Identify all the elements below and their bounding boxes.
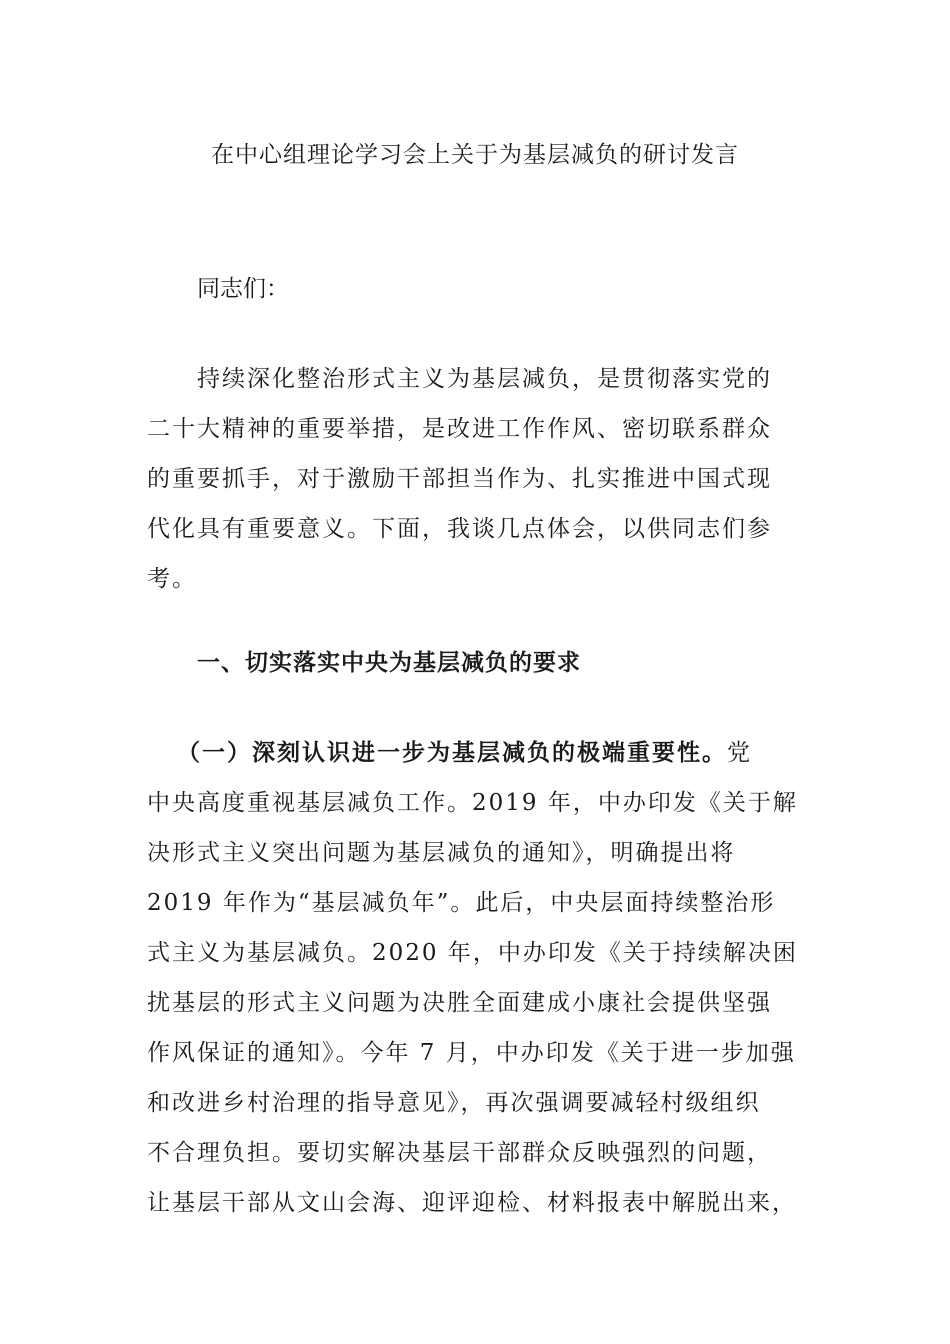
body-line-2: 决形式主义突出问题为基层减负的通知》，明确提出将 [147, 840, 736, 866]
intro-line-5: 考。 [147, 566, 197, 592]
sub-heading-line [177, 734, 752, 767]
body-line-6: 作风保证的通知》。今年 7 月，中办印发《关于进一步加强 [147, 1040, 796, 1066]
body-line-3: 2019 年作为“基层减负年”。此后，中央层面持续整治形 [147, 890, 776, 916]
section-heading: 一、切实落实中央为基层减负的要求 [197, 649, 581, 676]
salutation: 同志们： [197, 276, 289, 302]
sub-heading-rest: 党 [727, 740, 752, 766]
body-line-8: 不合理负担。要切实解决基层干部群众反映强烈的问题， [147, 1140, 772, 1166]
body-line-9: 让基层干部从文山会海、迎评迎检、材料报表中解脱出来， [147, 1190, 797, 1216]
intro-line-3: 的重要抓手，对于激励干部担当作为、扎实推进中国式现 [147, 466, 772, 492]
body-line-7: 和改进乡村治理的指导意见》，再次强调要减轻村级组织 [147, 1090, 761, 1116]
intro-line-1: 持续深化整治形式主义为基层减负，是贯彻落实党的 [197, 366, 772, 392]
intro-line-2: 二十大精神的重要举措，是改进工作作风、密切联系群众 [147, 416, 772, 442]
sub-heading: （一）深刻认识进一步为基层减负的极端重要性。 [177, 739, 727, 766]
body-line-5: 扰基层的形式主义问题为决胜全面建成小康社会提供坚强 [147, 990, 772, 1016]
body-line-4: 式主义为基层减负。2020 年，中办印发《关于持续解决困 [147, 940, 798, 966]
document-title: 在中心组理论学习会上关于为基层减负的研讨发言 [211, 142, 739, 168]
intro-line-4: 代化具有重要意义。下面，我谈几点体会，以供同志们参 [147, 516, 772, 542]
body-line-1: 中央高度重视基层减负工作。2019 年，中办印发《关于解 [147, 790, 798, 816]
